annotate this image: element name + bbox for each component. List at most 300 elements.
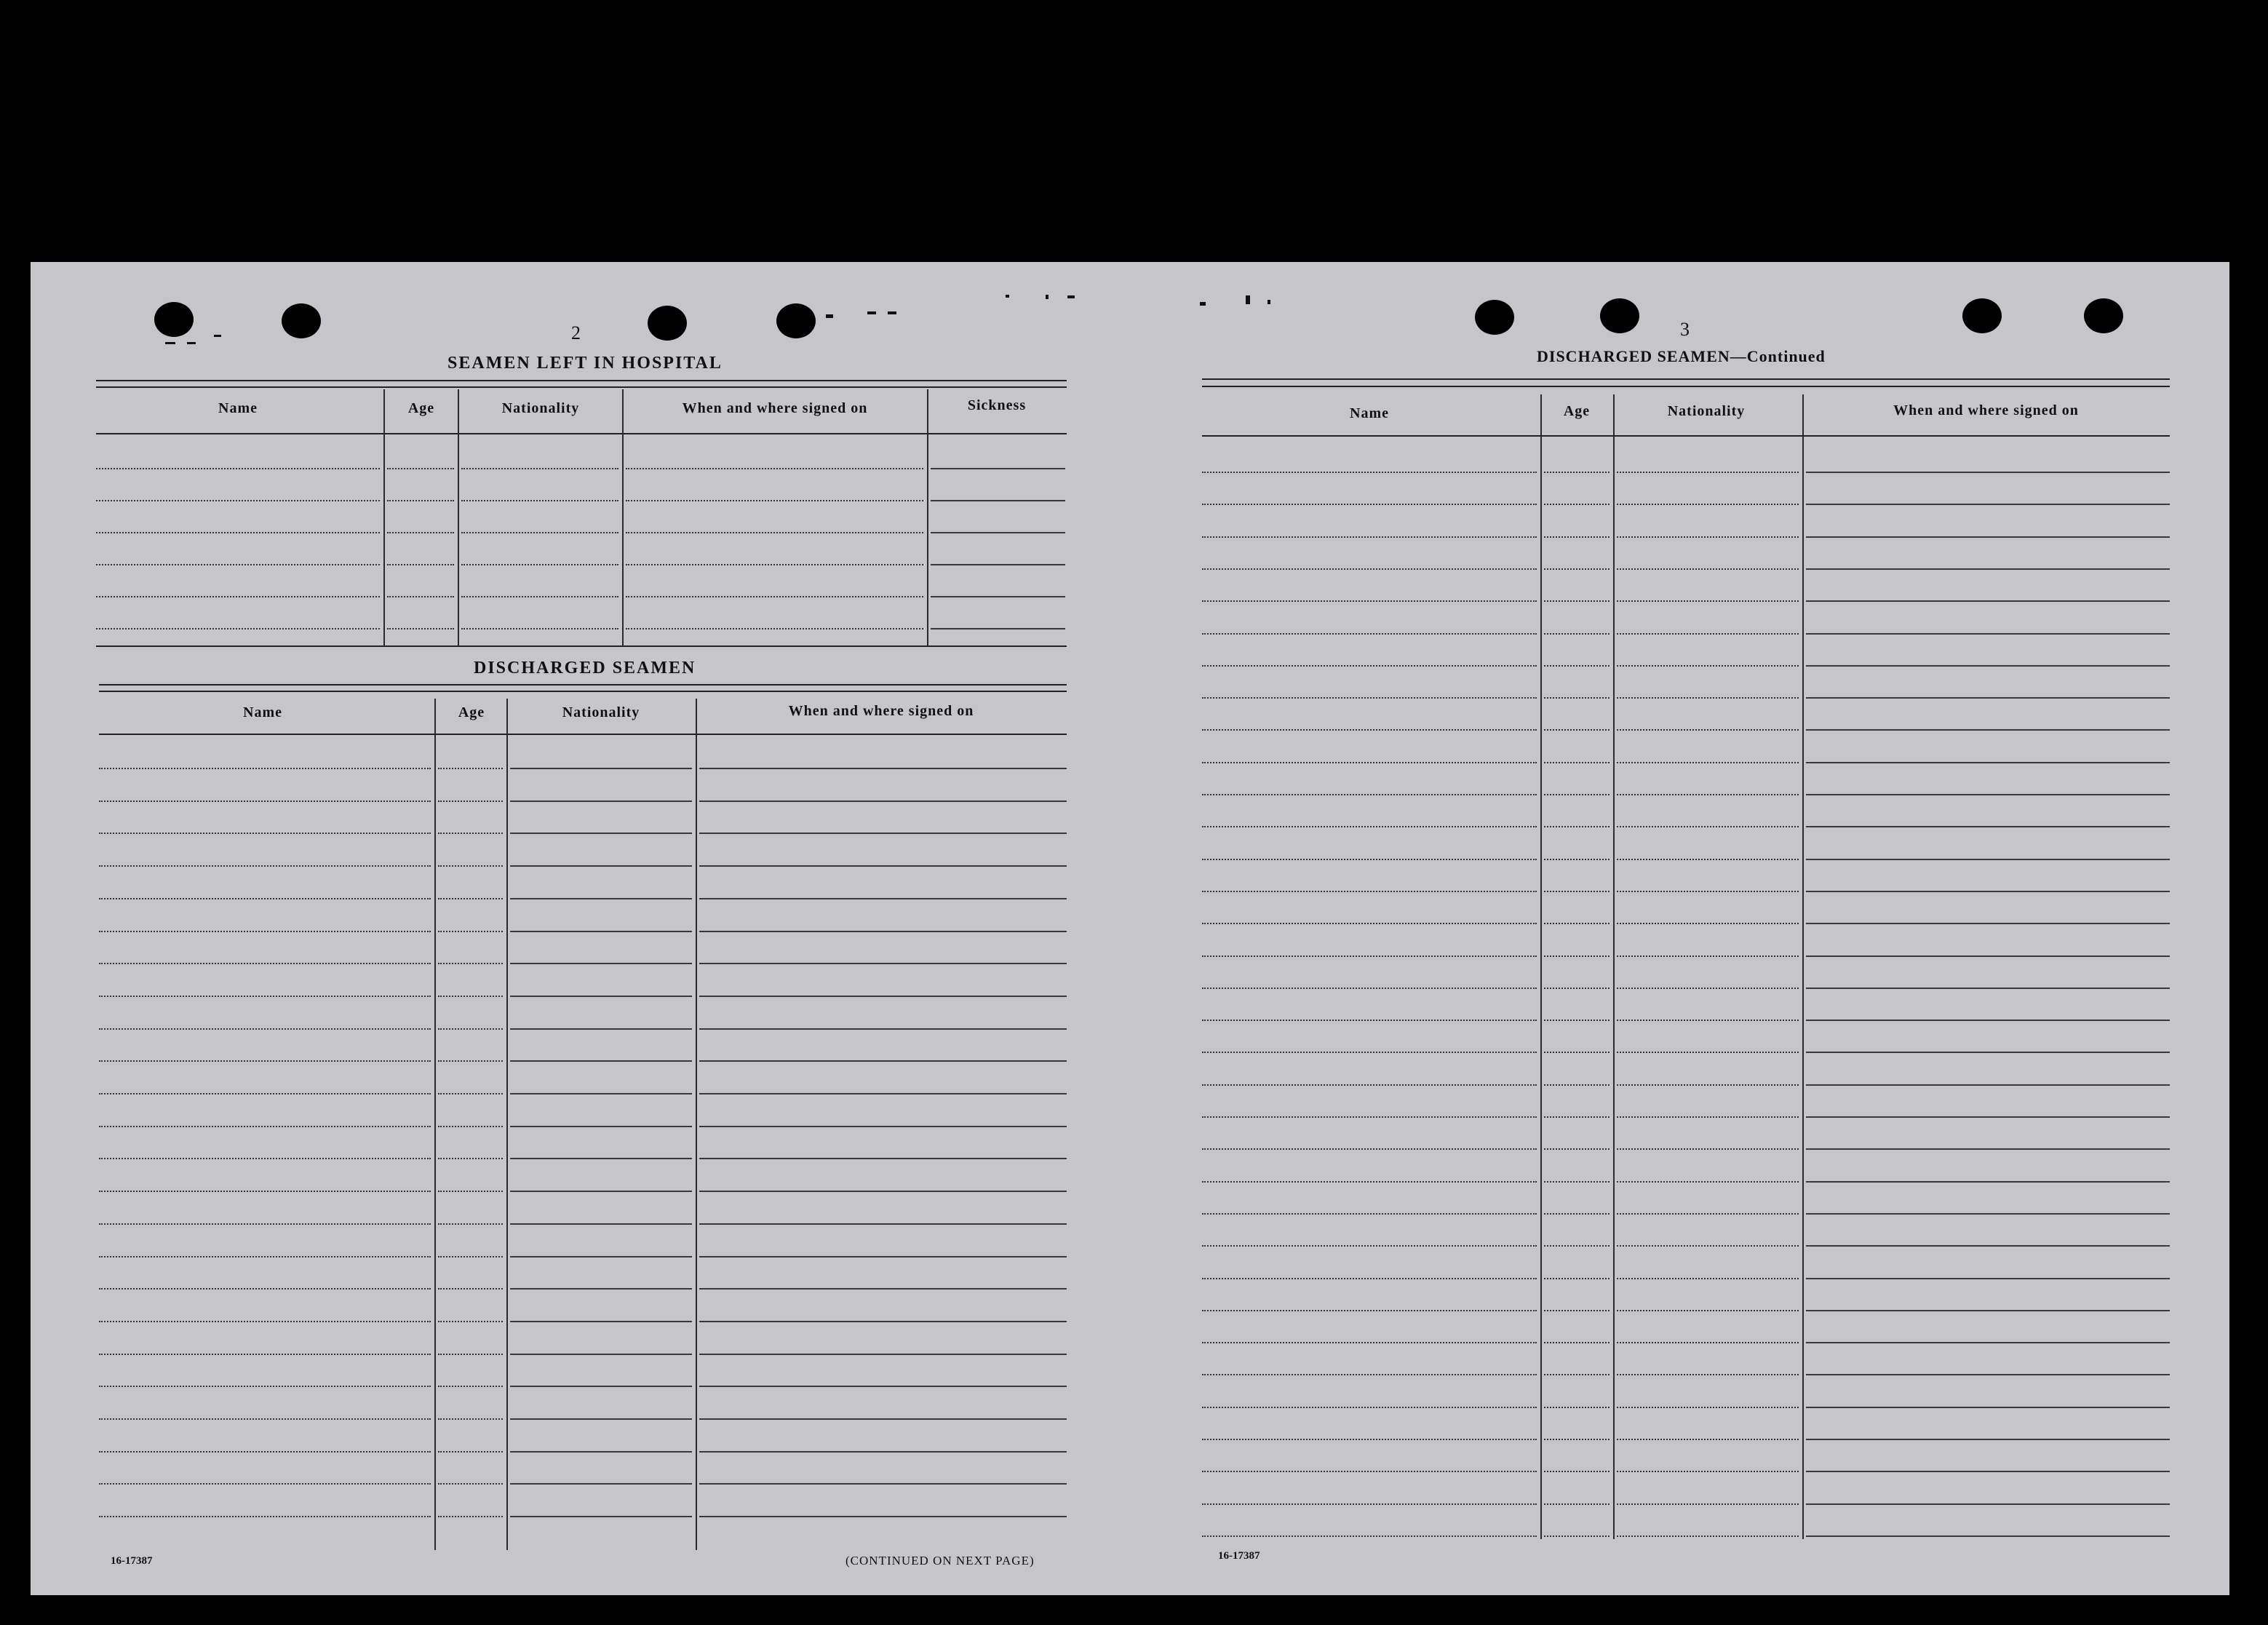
discharged-col-nationality: Nationality (562, 704, 640, 720)
discharged-entry-row[interactable] (99, 963, 431, 964)
right-column-separator (1802, 394, 1804, 1539)
discharged-entry-row[interactable] (699, 996, 1067, 997)
hospital-entry-row[interactable] (96, 468, 380, 469)
hospital-entry-row[interactable] (626, 500, 923, 501)
right-entry-row[interactable] (1202, 1245, 1537, 1247)
right-entry-row[interactable] (1544, 1181, 1610, 1183)
right-col-age: Age (1563, 403, 1591, 419)
right-col-name: Name (1350, 405, 1389, 421)
discharged-entry-row[interactable] (510, 768, 692, 769)
right-entry-row[interactable] (1202, 1407, 1537, 1408)
hospital-entry-row[interactable] (387, 596, 454, 597)
ink-speck (1268, 300, 1270, 304)
right-entry-row[interactable] (1544, 1407, 1610, 1408)
right-entry-row[interactable] (1617, 1052, 1799, 1053)
right-entry-row[interactable] (1806, 1052, 2170, 1053)
hospital-entry-row[interactable] (931, 532, 1065, 533)
right-entry-row[interactable] (1617, 826, 1799, 827)
right-table-top-rule (1202, 386, 2170, 387)
right-entry-row[interactable] (1806, 568, 2170, 570)
discharged-entry-row[interactable] (99, 1223, 431, 1225)
right-entry-row[interactable] (1544, 1020, 1610, 1021)
form-sheet (31, 262, 2229, 1595)
discharged-entry-row[interactable] (438, 1126, 503, 1127)
discharged-entry-row[interactable] (438, 800, 503, 802)
right-entry-row[interactable] (1806, 1213, 2170, 1215)
right-entry-row[interactable] (1806, 665, 2170, 667)
right-entry-row[interactable] (1202, 1503, 1537, 1505)
discharged-entry-row[interactable] (510, 1191, 692, 1192)
hospital-entry-row[interactable] (931, 596, 1065, 597)
discharged-entry-row[interactable] (438, 1418, 503, 1420)
right-entry-row[interactable] (1806, 762, 2170, 763)
right-entry-row[interactable] (1544, 472, 1610, 473)
right-entry-row[interactable] (1806, 1407, 2170, 1408)
discharged-entry-row[interactable] (99, 1126, 431, 1127)
hospital-entry-row[interactable] (461, 628, 618, 629)
discharged-entry-row[interactable] (699, 1191, 1067, 1192)
discharged-entry-row[interactable] (699, 1288, 1067, 1290)
right-entry-row[interactable] (1806, 729, 2170, 731)
discharged-table-top-rule (99, 691, 1067, 692)
hospital-entry-row[interactable] (387, 500, 454, 501)
hospital-entry-row[interactable] (96, 500, 380, 501)
hospital-entry-row[interactable] (626, 468, 923, 469)
hospital-entry-row[interactable] (461, 564, 618, 565)
hospital-entry-row[interactable] (931, 628, 1065, 629)
discharged-entry-row[interactable] (699, 800, 1067, 802)
discharged-entry-row[interactable] (510, 1126, 692, 1127)
right-entry-row[interactable] (1202, 1535, 1537, 1537)
discharged-section-title: DISCHARGED SEAMEN (474, 659, 696, 678)
discharged-entry-row[interactable] (510, 1223, 692, 1225)
discharged-entry-row[interactable] (510, 1158, 692, 1159)
discharged-entry-row[interactable] (99, 1354, 431, 1355)
right-entry-row[interactable] (1202, 568, 1537, 570)
discharged-entry-row[interactable] (99, 898, 431, 899)
right-entry-row[interactable] (1617, 1020, 1799, 1021)
right-entry-row[interactable] (1617, 536, 1799, 538)
hospital-entry-row[interactable] (387, 628, 454, 629)
discharged-entry-row[interactable] (99, 1191, 431, 1192)
discharged-entry-row[interactable] (699, 1354, 1067, 1355)
right-entry-row[interactable] (1617, 1278, 1799, 1279)
right-entry-row[interactable] (1544, 891, 1610, 892)
right-entry-row[interactable] (1617, 923, 1799, 924)
right-entry-row[interactable] (1617, 472, 1799, 473)
discharged-entry-row[interactable] (99, 1028, 431, 1030)
right-entry-row[interactable] (1202, 826, 1537, 827)
hospital-entry-row[interactable] (461, 468, 618, 469)
discharged-entry-row[interactable] (438, 1093, 503, 1094)
discharged-entry-row[interactable] (438, 1060, 503, 1062)
right-entry-row[interactable] (1202, 762, 1537, 763)
right-entry-row[interactable] (1202, 923, 1537, 924)
discharged-entry-row[interactable] (510, 1451, 692, 1453)
discharged-entry-row[interactable] (438, 898, 503, 899)
right-entry-row[interactable] (1617, 1084, 1799, 1086)
right-entry-row[interactable] (1806, 472, 2170, 473)
discharged-entry-row[interactable] (510, 800, 692, 802)
page-number-right: 3 (1680, 319, 1690, 340)
right-entry-row[interactable] (1617, 1148, 1799, 1150)
right-entry-row[interactable] (1806, 1020, 2170, 1021)
right-entry-row[interactable] (1617, 729, 1799, 731)
right-entry-row[interactable] (1202, 1084, 1537, 1086)
discharged-entry-row[interactable] (438, 1483, 503, 1485)
discharged-entry-row[interactable] (699, 1028, 1067, 1030)
right-entry-row[interactable] (1202, 1148, 1537, 1150)
discharged-entry-row[interactable] (699, 768, 1067, 769)
right-entry-row[interactable] (1202, 1278, 1537, 1279)
discharged-entry-row[interactable] (438, 931, 503, 932)
ink-speck (1067, 295, 1075, 298)
right-entry-row[interactable] (1544, 665, 1610, 667)
discharged-entry-row[interactable] (699, 1451, 1067, 1453)
hospital-entry-row[interactable] (626, 532, 923, 533)
discharged-entry-row[interactable] (510, 1288, 692, 1290)
discharged-entry-row[interactable] (699, 865, 1067, 867)
discharged-entry-row[interactable] (510, 865, 692, 867)
right-entry-row[interactable] (1617, 697, 1799, 699)
right-entry-row[interactable] (1617, 633, 1799, 635)
right-entry-row[interactable] (1617, 1310, 1799, 1311)
right-entry-row[interactable] (1544, 1084, 1610, 1086)
discharged-column-separator (696, 699, 697, 1550)
right-entry-row[interactable] (1806, 536, 2170, 538)
hospital-entry-row[interactable] (387, 564, 454, 565)
punch-hole (282, 303, 321, 338)
right-entry-row[interactable] (1202, 988, 1537, 989)
discharged-entry-row[interactable] (99, 768, 431, 769)
right-entry-row[interactable] (1617, 1471, 1799, 1472)
discharged-entry-row[interactable] (699, 898, 1067, 899)
right-entry-row[interactable] (1202, 1020, 1537, 1021)
right-entry-row[interactable] (1617, 1342, 1799, 1343)
right-entry-row[interactable] (1806, 1535, 2170, 1537)
discharged-entry-row[interactable] (438, 865, 503, 867)
right-entry-row[interactable] (1544, 859, 1610, 860)
right-entry-row[interactable] (1544, 1503, 1610, 1505)
discharged-entry-row[interactable] (510, 1321, 692, 1322)
discharged-entry-row[interactable] (510, 1483, 692, 1485)
right-entry-row[interactable] (1617, 1439, 1799, 1440)
discharged-entry-row[interactable] (99, 996, 431, 997)
discharged-entry-row[interactable] (510, 1386, 692, 1387)
right-entry-row[interactable] (1544, 1052, 1610, 1053)
ink-speck (867, 311, 876, 314)
discharged-entry-row[interactable] (699, 1483, 1067, 1485)
right-entry-row[interactable] (1806, 923, 2170, 924)
discharged-entry-row[interactable] (510, 833, 692, 834)
discharged-entry-row[interactable] (99, 1516, 431, 1517)
right-entry-row[interactable] (1544, 955, 1610, 957)
right-entry-row[interactable] (1202, 794, 1537, 795)
right-entry-row[interactable] (1806, 1148, 2170, 1150)
right-entry-row[interactable] (1544, 633, 1610, 635)
discharged-entry-row[interactable] (510, 1516, 692, 1517)
right-entry-row[interactable] (1544, 1535, 1610, 1537)
right-entry-row[interactable] (1806, 891, 2170, 892)
discharged-entry-row[interactable] (99, 1451, 431, 1453)
right-entry-row[interactable] (1806, 1084, 2170, 1086)
hospital-column-separator (622, 389, 624, 645)
discharged-entry-row[interactable] (699, 963, 1067, 964)
hospital-entry-row[interactable] (96, 532, 380, 533)
hospital-entry-row[interactable] (387, 532, 454, 533)
right-entry-row[interactable] (1544, 1310, 1610, 1311)
right-entry-row[interactable] (1617, 1116, 1799, 1118)
right-entry-row[interactable] (1544, 697, 1610, 699)
right-entry-row[interactable] (1806, 859, 2170, 860)
discharged-entry-row[interactable] (510, 1028, 692, 1030)
discharged-entry-row[interactable] (99, 865, 431, 867)
discharged-entry-row[interactable] (438, 1028, 503, 1030)
right-entry-row[interactable] (1806, 600, 2170, 602)
right-entry-row[interactable] (1806, 794, 2170, 795)
right-entry-row[interactable] (1617, 988, 1799, 989)
ink-speck (1246, 295, 1250, 304)
right-entry-row[interactable] (1544, 1342, 1610, 1343)
discharged-entry-row[interactable] (699, 1126, 1067, 1127)
hospital-entry-row[interactable] (931, 500, 1065, 501)
punch-hole (2084, 298, 2123, 333)
right-entry-row[interactable] (1202, 891, 1537, 892)
right-entry-row[interactable] (1617, 600, 1799, 602)
right-entry-row[interactable] (1617, 859, 1799, 860)
hospital-entry-row[interactable] (96, 596, 380, 597)
right-entry-row[interactable] (1806, 504, 2170, 505)
discharged-entry-row[interactable] (438, 1288, 503, 1290)
discharged-entry-row[interactable] (438, 1256, 503, 1258)
hospital-entry-row[interactable] (387, 468, 454, 469)
discharged-entry-row[interactable] (99, 1386, 431, 1387)
right-entry-row[interactable] (1544, 1278, 1610, 1279)
discharged-entry-row[interactable] (699, 1516, 1067, 1517)
right-entry-row[interactable] (1806, 1342, 2170, 1343)
right-entry-row[interactable] (1202, 600, 1537, 602)
right-entry-row[interactable] (1544, 762, 1610, 763)
right-entry-row[interactable] (1544, 1439, 1610, 1440)
hospital-entry-row[interactable] (461, 500, 618, 501)
discharged-entry-row[interactable] (99, 1256, 431, 1258)
discharged-entry-row[interactable] (510, 996, 692, 997)
discharged-entry-row[interactable] (99, 1158, 431, 1159)
discharged-entry-row[interactable] (510, 1093, 692, 1094)
ink-speck (826, 314, 833, 318)
right-entry-row[interactable] (1544, 988, 1610, 989)
discharged-entry-row[interactable] (699, 1418, 1067, 1420)
right-entry-row[interactable] (1806, 1245, 2170, 1247)
discharged-entry-row[interactable] (699, 1093, 1067, 1094)
right-entry-row[interactable] (1202, 1374, 1537, 1375)
discharged-entry-row[interactable] (438, 1223, 503, 1225)
right-entry-row[interactable] (1202, 536, 1537, 538)
ink-speck (1200, 302, 1206, 306)
discharged-entry-row[interactable] (438, 1516, 503, 1517)
right-entry-row[interactable] (1806, 697, 2170, 699)
discharged-entry-row[interactable] (510, 931, 692, 932)
right-entry-row[interactable] (1202, 1471, 1537, 1472)
discharged-entry-row[interactable] (699, 931, 1067, 932)
discharged-entry-row[interactable] (699, 1256, 1067, 1258)
right-entry-row[interactable] (1544, 1213, 1610, 1215)
hospital-entry-row[interactable] (931, 468, 1065, 469)
right-entry-row[interactable] (1544, 568, 1610, 570)
discharged-entry-row[interactable] (510, 1256, 692, 1258)
right-entry-row[interactable] (1617, 891, 1799, 892)
right-column-separator (1540, 394, 1542, 1539)
punch-hole (1962, 298, 2002, 333)
right-entry-row[interactable] (1617, 794, 1799, 795)
ink-speck (1006, 295, 1009, 298)
right-entry-row[interactable] (1202, 504, 1537, 505)
hospital-entry-row[interactable] (96, 628, 380, 629)
right-entry-row[interactable] (1617, 1535, 1799, 1537)
right-entry-row[interactable] (1806, 1278, 2170, 1279)
hospital-column-separator (927, 389, 928, 645)
discharged-col-name: Name (243, 704, 282, 720)
discharged-entry-row[interactable] (99, 1060, 431, 1062)
right-entry-row[interactable] (1806, 633, 2170, 635)
right-entry-row[interactable] (1544, 600, 1610, 602)
right-entry-row[interactable] (1617, 1374, 1799, 1375)
discharged-entry-row[interactable] (438, 996, 503, 997)
right-entry-row[interactable] (1544, 504, 1610, 505)
right-entry-row[interactable] (1202, 665, 1537, 667)
right-entry-row[interactable] (1617, 1213, 1799, 1215)
hospital-table-bottom-rule (96, 645, 1067, 647)
discharged-column-separator (506, 699, 508, 1550)
discharged-col-age: Age (458, 704, 485, 720)
ink-speck (888, 311, 896, 314)
discharged-entry-row[interactable] (510, 1354, 692, 1355)
right-entry-row[interactable] (1806, 826, 2170, 827)
right-entry-row[interactable] (1617, 1503, 1799, 1505)
discharged-entry-row[interactable] (99, 1093, 431, 1094)
right-entry-row[interactable] (1202, 955, 1537, 957)
right-entry-row[interactable] (1806, 1374, 2170, 1375)
discharged-table-top-rule (99, 684, 1067, 686)
right-entry-row[interactable] (1617, 762, 1799, 763)
discharged-entry-row[interactable] (99, 931, 431, 932)
discharged-entry-row[interactable] (438, 1191, 503, 1192)
right-entry-row[interactable] (1544, 729, 1610, 731)
right-entry-row[interactable] (1544, 1116, 1610, 1118)
hospital-entry-row[interactable] (626, 564, 923, 565)
right-entry-row[interactable] (1202, 1116, 1537, 1118)
right-header-rule (1202, 435, 2170, 437)
discharged-entry-row[interactable] (99, 800, 431, 802)
discharged-entry-row[interactable] (699, 1386, 1067, 1387)
discharged-entry-row[interactable] (510, 898, 692, 899)
discharged-entry-row[interactable] (510, 1060, 692, 1062)
right-entry-row[interactable] (1202, 729, 1537, 731)
discharged-entry-row[interactable] (99, 1483, 431, 1485)
right-entry-row[interactable] (1202, 1213, 1537, 1215)
right-entry-row[interactable] (1617, 1407, 1799, 1408)
discharged-entry-row[interactable] (699, 833, 1067, 834)
right-entry-row[interactable] (1544, 794, 1610, 795)
punch-hole (154, 302, 194, 337)
discharged-entry-row[interactable] (699, 1223, 1067, 1225)
discharged-entry-row[interactable] (699, 1060, 1067, 1062)
discharged-entry-row[interactable] (438, 1386, 503, 1387)
discharged-entry-row[interactable] (510, 1418, 692, 1420)
discharged-entry-row[interactable] (438, 1158, 503, 1159)
right-entry-row[interactable] (1544, 1148, 1610, 1150)
right-entry-row[interactable] (1617, 1245, 1799, 1247)
hospital-entry-row[interactable] (626, 596, 923, 597)
hospital-entry-row[interactable] (96, 564, 380, 565)
right-entry-row[interactable] (1617, 504, 1799, 505)
hospital-entry-row[interactable] (461, 532, 618, 533)
right-entry-row[interactable] (1617, 1181, 1799, 1183)
discharged-entry-row[interactable] (99, 1288, 431, 1290)
right-entry-row[interactable] (1544, 826, 1610, 827)
form-number-right: 16-17387 (1218, 1550, 1260, 1562)
right-entry-row[interactable] (1806, 988, 2170, 989)
ink-speck (1046, 295, 1049, 299)
right-entry-row[interactable] (1806, 1116, 2170, 1118)
right-entry-row[interactable] (1202, 1181, 1537, 1183)
right-entry-row[interactable] (1544, 536, 1610, 538)
right-entry-row[interactable] (1202, 1439, 1537, 1440)
right-column-separator (1613, 394, 1615, 1539)
right-entry-row[interactable] (1202, 1052, 1537, 1053)
right-entry-row[interactable] (1202, 633, 1537, 635)
right-entry-row[interactable] (1544, 923, 1610, 924)
right-entry-row[interactable] (1202, 472, 1537, 473)
discharged-entry-row[interactable] (699, 1158, 1067, 1159)
hospital-entry-row[interactable] (626, 628, 923, 629)
right-entry-row[interactable] (1202, 697, 1537, 699)
right-entry-row[interactable] (1806, 955, 2170, 957)
right-entry-row[interactable] (1544, 1374, 1610, 1375)
hospital-entry-row[interactable] (931, 564, 1065, 565)
discharged-entry-row[interactable] (438, 1321, 503, 1322)
right-entry-row[interactable] (1202, 859, 1537, 860)
hospital-column-separator (458, 389, 459, 645)
right-entry-row[interactable] (1806, 1439, 2170, 1440)
right-entry-row[interactable] (1617, 955, 1799, 957)
right-entry-row[interactable] (1806, 1503, 2170, 1505)
right-entry-row[interactable] (1202, 1310, 1537, 1311)
discharged-entry-row[interactable] (438, 1451, 503, 1453)
hospital-col-sickness: Sickness (967, 397, 1027, 413)
right-entry-row[interactable] (1544, 1471, 1610, 1472)
right-entry-row[interactable] (1617, 665, 1799, 667)
page-number-left: 2 (571, 322, 581, 343)
discharged-entry-row[interactable] (99, 1418, 431, 1420)
right-entry-row[interactable] (1806, 1310, 2170, 1311)
discharged-entry-row[interactable] (99, 1321, 431, 1322)
right-entry-row[interactable] (1617, 568, 1799, 570)
right-entry-row[interactable] (1202, 1342, 1537, 1343)
discharged-entry-row[interactable] (438, 833, 503, 834)
discharged-entry-row[interactable] (699, 1321, 1067, 1322)
discharged-entry-row[interactable] (99, 833, 431, 834)
hospital-column-separator (383, 389, 385, 645)
right-entry-row[interactable] (1806, 1471, 2170, 1472)
right-entry-row[interactable] (1544, 1245, 1610, 1247)
discharged-entry-row[interactable] (510, 963, 692, 964)
discharged-entry-row[interactable] (438, 963, 503, 964)
hospital-entry-row[interactable] (461, 596, 618, 597)
discharged-entry-row[interactable] (438, 768, 503, 769)
discharged-entry-row[interactable] (438, 1354, 503, 1355)
right-entry-row[interactable] (1806, 1181, 2170, 1183)
